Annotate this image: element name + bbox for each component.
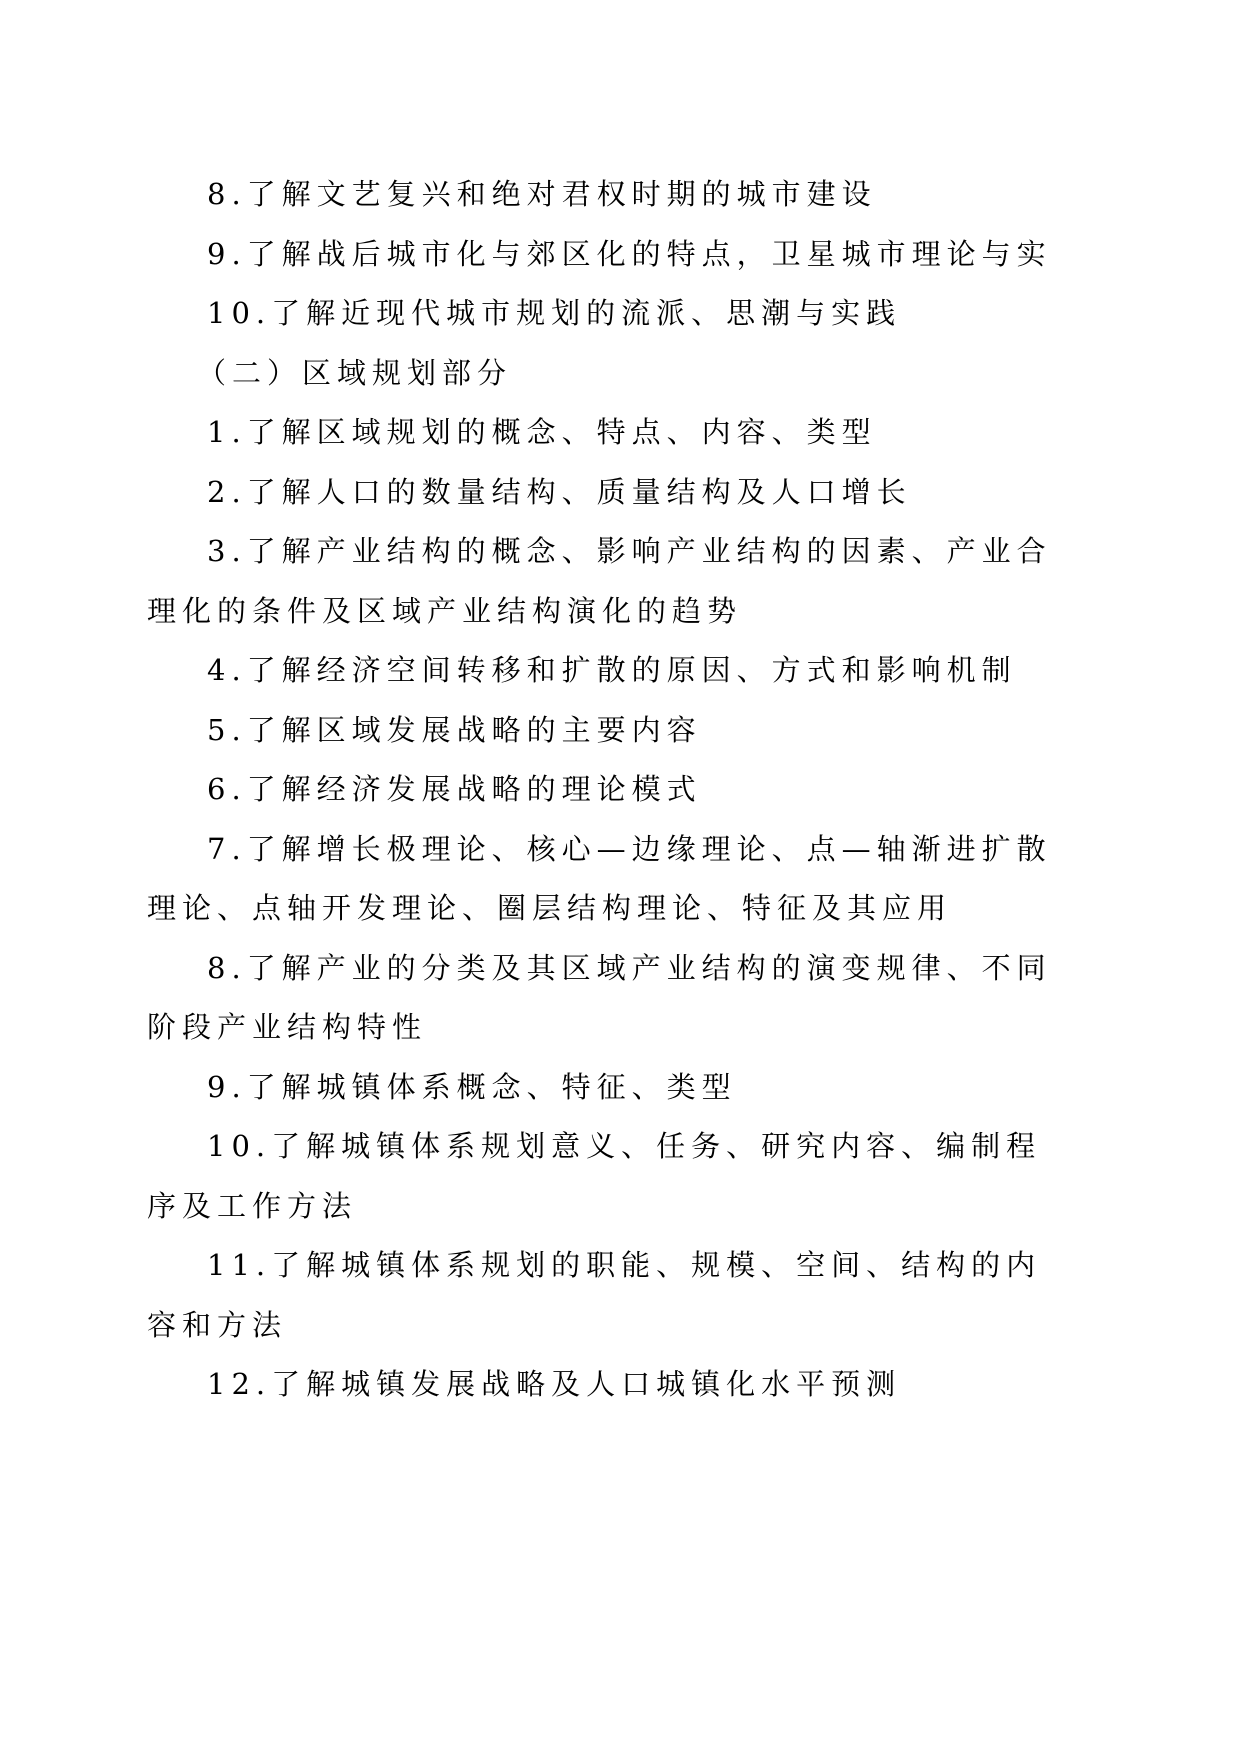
list-item: 9.了解城镇体系概念、特征、类型 <box>207 1069 737 1104</box>
list-item: 2.了解人口的数量结构、质量结构及人口增长 <box>207 474 912 509</box>
list-item-continuation: 理论、点轴开发理论、圈层结构理论、特征及其应用 <box>147 891 953 925</box>
list-item: 1.了解区域规划的概念、特点、内容、类型 <box>207 415 877 449</box>
list-item: 10.了解近现代城市规划的流派、思潮与实践 <box>207 296 902 330</box>
section-heading: （二）区域规划部分 <box>197 355 513 390</box>
list-item: 4.了解经济空间转移和扩散的原因、方式和影响机制 <box>207 653 1017 687</box>
list-item-continuation: 阶段产业结构特性 <box>147 1010 428 1044</box>
list-item: 8.了解文艺复兴和绝对君权时期的城市建设 <box>207 177 877 211</box>
list-item-continuation: 容和方法 <box>147 1307 288 1342</box>
list-item: 11.了解城镇体系规划的职能、规模、空间、结构的内 <box>207 1248 1042 1282</box>
list-item: 12.了解城镇发展战略及人口城镇化水平预测 <box>207 1367 902 1401</box>
list-item: 6.了解经济发展战略的理论模式 <box>207 772 702 806</box>
list-item: 9.了解战后城市化与郊区化的特点，卫星城市理论与实 <box>207 236 1052 271</box>
list-item: 3.了解产业结构的概念、影响产业结构的因素、产业合 <box>207 534 1052 568</box>
list-item-continuation: 理化的条件及区域产业结构演化的趋势 <box>147 593 743 628</box>
document-page <box>147 165 1077 1415</box>
list-item: 5.了解区域发展战略的主要内容 <box>207 712 702 747</box>
list-item-continuation: 序及工作方法 <box>147 1188 358 1223</box>
list-item: 8.了解产业的分类及其区域产业结构的演变规律、不同 <box>207 950 1052 985</box>
list-item: 10.了解城镇体系规划意义、任务、研究内容、编制程 <box>207 1129 1042 1163</box>
list-item: 7.了解增长极理论、核心—边缘理论、点—轴渐进扩散 <box>207 831 1052 866</box>
